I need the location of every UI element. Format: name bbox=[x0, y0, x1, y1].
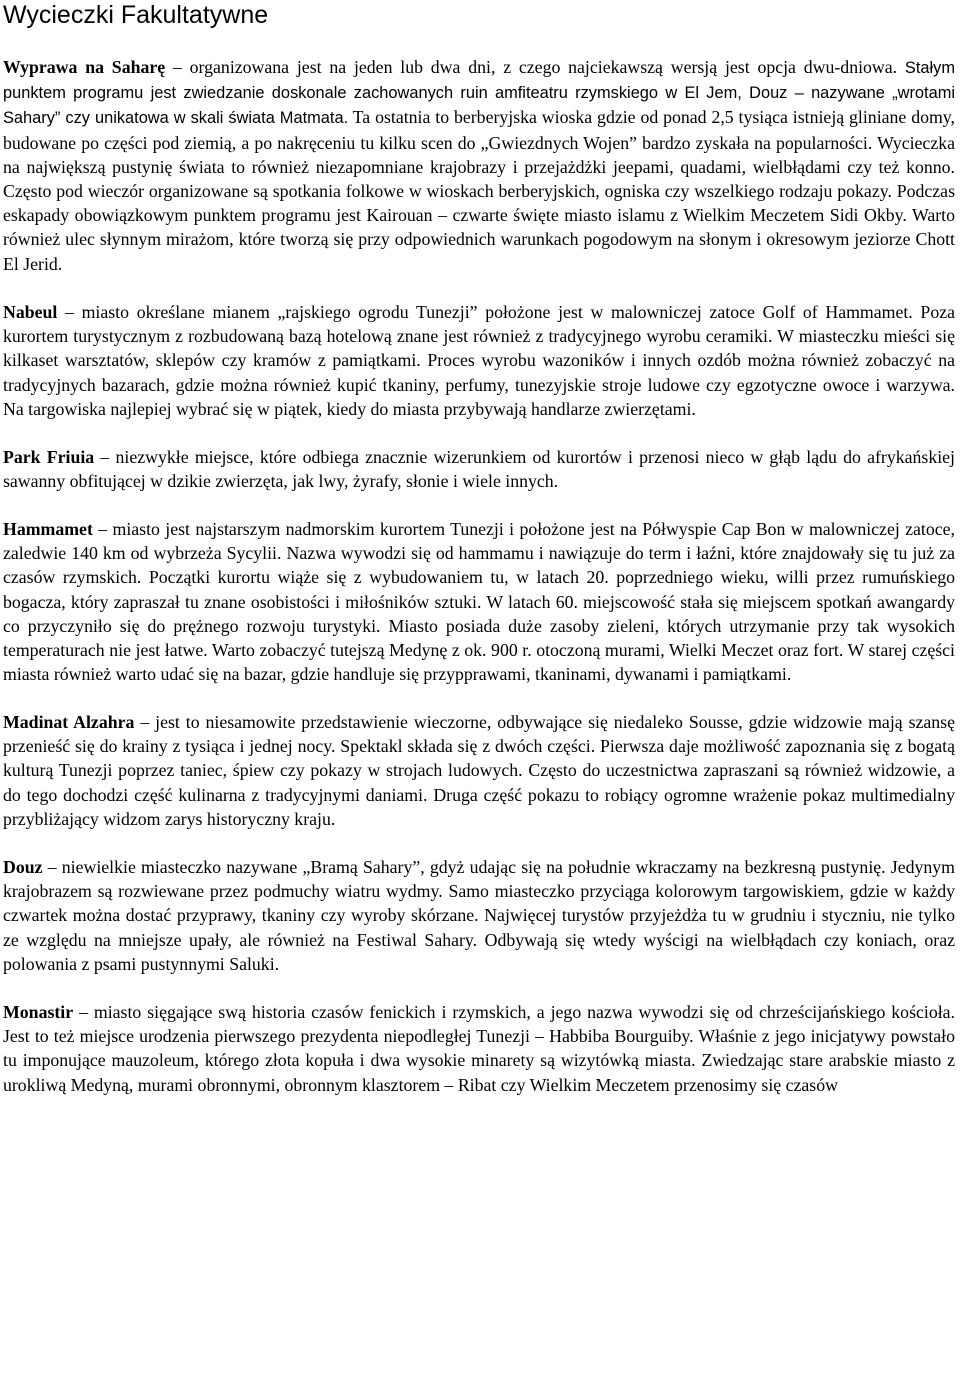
section-hammamet-paragraph bbox=[3, 517, 955, 686]
section-sahara bbox=[3, 55, 955, 276]
section-monastir bbox=[3, 1000, 955, 1097]
section-madinat-alzahra-heading: Madinat Alzahra bbox=[3, 712, 135, 732]
section-monastir-heading: Monastir bbox=[3, 1002, 74, 1022]
section-park-friuia-paragraph bbox=[3, 445, 955, 493]
section-sahara-text-2: Stałym punktem programu jest zwiedzanie doskonale zachowanych ruin amfiteatru rzymskiego w El Jem, Douz – nazywane „wrotami Sahary” czy unikatowa w skali świata Matmata. bbox=[3, 59, 955, 128]
section-monastir-paragraph bbox=[3, 1000, 955, 1097]
section-madinat-alzahra-paragraph bbox=[3, 710, 955, 831]
section-park-friuia-text: – niezwykłe miejsce, które odbiega znacznie wizerunkiem od kurortów i przenosi nieco w głąb lądu do afrykańskiej sawanny obfitującej w dzikie zwierzęta, jak lwy, żyrafy, słonie i wiele innych. bbox=[3, 447, 955, 492]
section-park-friuia bbox=[3, 445, 955, 493]
section-sahara-paragraph bbox=[3, 55, 955, 276]
section-douz-heading: Douz bbox=[3, 857, 43, 877]
section-nabeul bbox=[3, 300, 955, 421]
section-hammamet bbox=[3, 517, 955, 686]
document-title: Wycieczki Fakultatywne bbox=[3, 1, 269, 29]
section-douz-paragraph bbox=[3, 855, 955, 976]
section-monastir-text: – miasto sięgające swą historia czasów fenickich i rzymskich, a jego nazwa wywodzi się od chrześcijańskiego kościoła. Jest to też miejsce urodzenia pierwszego prezydenta niepodległej Tunezji – Habbiba Bourguiby. Właśnie z jego inicjatywy powstało tu imponujące mauzoleum, którego złota kopuła i dwa wysokie minarety są wizytówką miasta. Zwiedzając stare arabskie miasto z urokliwą Medyną, murami obronnymi, obronnym klasztorem – Ribat czy Wielkim Meczetem przenosimy się czasów bbox=[3, 1002, 955, 1095]
section-sahara-heading: Wyprawa na Saharę bbox=[3, 57, 166, 77]
section-douz-text: – niewielkie miasteczko nazywane „Bramą Sahary”, gdyż udając się na południe wkraczamy na bezkresną pustynię. Jedynym krajobrazem są rozwiewane przez podmuchy wiatru wydmy. Samo miasteczko przyciąga kolorowym targowiskiem, gdzie w każdy czwartek można dostać przyprawy, tkaniny czy wyroby skórzane. Najwięcej turystów przyjeżdża tu w grudniu i styczniu, nie tylko ze względu na mniejsze upały, ale również na Festiwal Sahary. Odbywają się wtedy wyścigi na wielbłądach czy koniach, oraz polowania z psami pustynnymi Saluki. bbox=[3, 857, 955, 974]
section-madinat-alzahra bbox=[3, 710, 955, 831]
section-park-friuia-heading: Park Friuia bbox=[3, 447, 95, 467]
section-hammamet-text: – miasto jest najstarszym nadmorskim kurortem Tunezji i położone jest na Półwyspie Cap Bon w malowniczej zatoce, zaledwie 140 km od wybrzeża Sycylii. Nazwa wywodzi się od hammamu i nawiązuje do term i łaźni, które znajdowały się tu już za czasów rzymskich. Początki kurortu wiąże się z wybudowaniem tu, w latach 20. poprzedniego wieku, willi przez rumuńskiego bogacza, który zapraszał tu znane osobistości i miłośników sztuki. W latach 60. miejscowość stała się miejscem spotkań awangardy co przyczyniło się do prężnego rozwoju turystyki. Miasto posiada duże zasoby zieleni, których utrzymanie przy tak wysokich temperaturach nie jest łatwe. Warto zobaczyć tutejszą Medynę z ok. 900 r. otoczoną murami, Wielki Meczet oraz fort. W starej części miasta również warto udać się na bazar, gdzie handluje się przypprawami, tkaninami, dywanami i pamiątkami. bbox=[3, 519, 955, 685]
section-nabeul-text: – miasto określane mianem „rajskiego ogrodu Tunezji” położone jest w malowniczej zatoce Golf of Hammamet. Poza kurortem turystycznym z rozbudowaną bazą hotelową znane jest również z tradycyjnego wyrobu ceramiki. W miasteczku mieści się kilkaset warsztatów, sklepów czy kramów z pamiątkami. Proces wyrobu wazoników i innych ozdób można również zobaczyć na tradycyjnych bazarach, gdzie można również kupić tkaniny, perfumy, tunezyjskie stroje ludowe czy egzotyczne owoce i warzywa. Na targowiska najlepiej wybrać się w piątek, kiedy do miasta przybywają handlarze zwierzętami. bbox=[3, 302, 955, 419]
section-madinat-alzahra-text: – jest to niesamowite przedstawienie wieczorne, odbywające się niedaleko Sousse, gdzie widzowie mają szansę przenieść się do krainy z tysiąca i jednej nocy. Spektakl składa się z dwóch części. Pierwsza daje możliwość zapoznania się z bogatą kulturą Tunezji poprzez taniec, śpiew czy pokazy w strojach ludowych. Często do uczestnictwa zapraszani są również widzowie, a do tego dochodzi część kulinarna z tradycyjnymi daniami. Druga część pokazu to robiący ogromne wrażenie pokaz multimedialny przybliżający widzom zarys historyczny kraju. bbox=[3, 712, 955, 829]
section-nabeul-heading: Nabeul bbox=[3, 302, 58, 322]
section-douz bbox=[3, 855, 955, 976]
section-sahara-text-3: Ta ostatnia to berberyjska wioska gdzie od ponad 2,5 tysiąca istnieją gliniane domy, budowane po części pod ziemią, a po nakręceniu tu kilku scen do „Gwiezdnych Wojen” bardzo zyskała na popularności. Wycieczka na największą pustynię świata to również niezapomniane krajobrazy i przejażdżki jeepami, quadami, wielbłądami czy też konno. Często pod wieczór organizowane są spotkania folkowe w wioskach berberyjskich, ogniska czy wszelkiego rodzaju pokazy. Podczas eskapady obowiązkowym punktem programu jest Kairouan – czwarte święte miasto islamu z Wielkim Meczetem Sidi Okby. Warto również ulec słynnym mirażom, które tworzą się przy odpowiednich warunkach pogodowym na słonym i okresowym jeziorze Chott El Jerid. bbox=[3, 107, 955, 274]
section-sahara-text-1: – organizowana jest na jeden lub dwa dni, z czego najciekawszą wersją jest opcja dwu-dniowa. bbox=[165, 57, 905, 77]
section-hammamet-heading: Hammamet bbox=[3, 519, 93, 539]
section-nabeul-paragraph bbox=[3, 300, 955, 421]
